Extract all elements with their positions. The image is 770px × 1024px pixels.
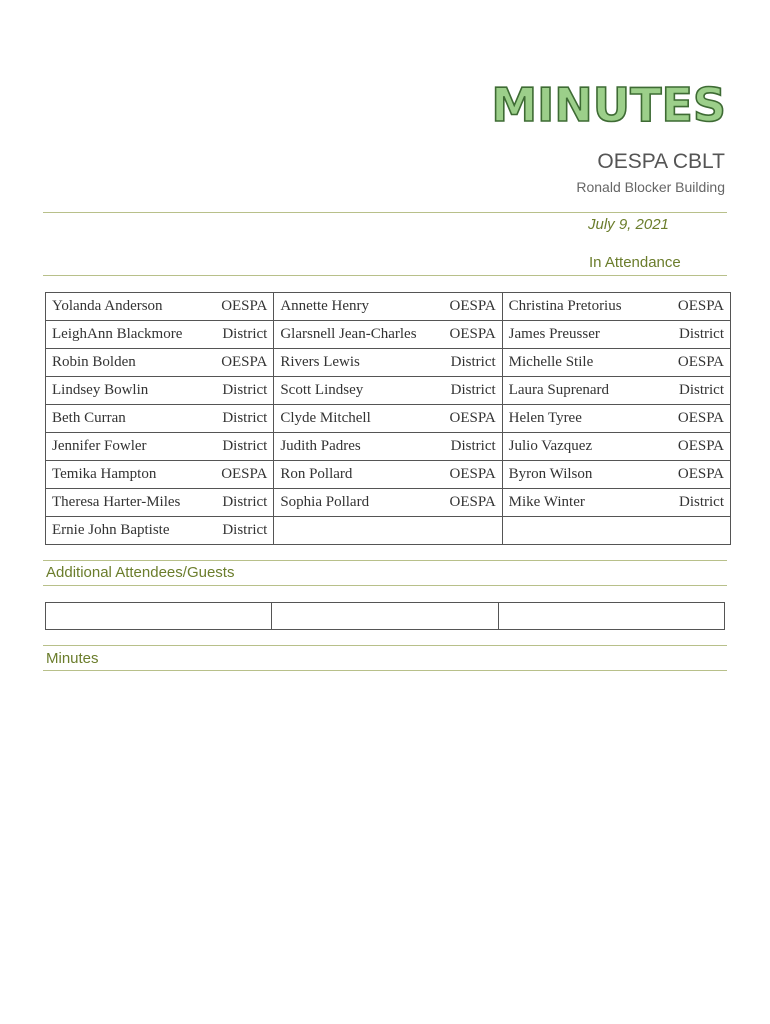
attendee-role: OESPA — [449, 466, 496, 482]
attendee-cell — [502, 349, 730, 377]
attendee-role: District — [450, 382, 496, 398]
attendee-cell — [46, 489, 274, 517]
attendee-role: OESPA — [449, 410, 496, 426]
attendee-name: Scott Lindsey — [280, 382, 364, 398]
attendee-role: District — [222, 326, 268, 342]
attendee-name: Sophia Pollard — [280, 494, 370, 510]
attendee-cell — [274, 433, 502, 461]
attendee-name: Mike Winter — [508, 494, 585, 510]
attendee-name: Glarsnell Jean-Charles — [280, 326, 417, 342]
attendee-cell — [46, 461, 274, 489]
attendance-row — [46, 321, 731, 349]
attendee-name: Clyde Mitchell — [280, 410, 371, 426]
guests-table — [45, 602, 725, 630]
attendee-name: Lindsey Bowlin — [52, 382, 149, 398]
attendee-role: OESPA — [221, 354, 268, 370]
attendee-role: OESPA — [677, 466, 724, 482]
attendee-role: OESPA — [677, 354, 724, 370]
attendee-name: Ron Pollard — [280, 466, 353, 482]
attendee-cell — [502, 321, 730, 349]
document-title: MINUTES — [491, 78, 726, 132]
attendee-name: Byron Wilson — [508, 466, 593, 482]
attendee-name: Temika Hampton — [52, 466, 157, 482]
attendee-name: Christina Pretorius — [508, 298, 622, 314]
attendee-role: District — [679, 494, 724, 510]
attendee-cell — [502, 405, 730, 433]
attendee-cell — [46, 433, 274, 461]
attendee-cell — [46, 405, 274, 433]
attendee-cell — [46, 349, 274, 377]
guest-cell[interactable] — [498, 603, 724, 630]
meeting-date: July 9, 2021 — [588, 216, 669, 233]
meeting-location: Ronald Blocker Building — [576, 179, 725, 195]
attendee-name: James Preusser — [508, 326, 600, 342]
attendance-row — [46, 433, 731, 461]
attendee-cell — [46, 377, 274, 405]
attendee-role: District — [679, 382, 724, 398]
guests-heading: Additional Attendees/Guests — [46, 564, 235, 581]
attendee-role: District — [222, 522, 268, 538]
minutes-heading: Minutes — [46, 650, 99, 667]
attendee-role: District — [222, 438, 268, 454]
attendee-role: District — [222, 410, 268, 426]
attendee-name: Julio Vazquez — [508, 438, 593, 454]
attendee-name: Ernie John Baptiste — [52, 522, 170, 538]
attendee-cell — [46, 293, 274, 321]
divider — [43, 585, 727, 586]
attendee-cell — [502, 433, 730, 461]
attendance-row — [46, 489, 731, 517]
attendee-role: OESPA — [449, 298, 496, 314]
attendee-role: OESPA — [221, 298, 268, 314]
attendee-cell — [274, 517, 502, 545]
attendee-cell — [274, 349, 502, 377]
attendee-cell — [502, 293, 730, 321]
attendee-role: District — [679, 326, 724, 342]
attendance-row — [46, 517, 731, 545]
attendance-row — [46, 349, 731, 377]
attendee-cell — [502, 377, 730, 405]
attendance-table — [45, 292, 731, 545]
attendee-role: OESPA — [449, 494, 496, 510]
attendee-cell — [274, 377, 502, 405]
attendee-name: LeighAnn Blackmore — [52, 326, 183, 342]
guest-cell[interactable] — [272, 603, 498, 630]
attendee-name: Yolanda Anderson — [52, 298, 163, 314]
attendance-row — [46, 461, 731, 489]
divider — [43, 560, 727, 561]
attendee-name: Rivers Lewis — [280, 354, 360, 370]
attendance-row — [46, 293, 731, 321]
divider — [43, 645, 727, 646]
attendee-name: Beth Curran — [52, 410, 126, 426]
attendance-row — [46, 377, 731, 405]
attendee-cell — [274, 321, 502, 349]
attendee-cell — [46, 321, 274, 349]
attendee-name: Laura Suprenard — [508, 382, 610, 398]
attendance-row — [46, 405, 731, 433]
attendee-name: Annette Henry — [280, 298, 370, 314]
attendee-name: Robin Bolden — [52, 354, 136, 370]
attendee-name: Jennifer Fowler — [52, 438, 147, 454]
attendee-role: OESPA — [677, 410, 724, 426]
attendee-cell — [274, 461, 502, 489]
attendee-name: Judith Padres — [280, 438, 361, 454]
attendee-cell — [502, 461, 730, 489]
attendee-cell — [502, 489, 730, 517]
divider — [43, 212, 727, 213]
attendee-role: OESPA — [449, 326, 496, 342]
attendee-cell — [274, 293, 502, 321]
attendee-role: District — [450, 354, 496, 370]
attendee-name: Theresa Harter-Miles — [52, 494, 181, 510]
attendance-heading: In Attendance — [589, 254, 681, 271]
organization-name: OESPA CBLT — [597, 150, 725, 173]
attendee-role: OESPA — [677, 298, 724, 314]
divider — [43, 275, 727, 276]
attendee-cell — [274, 489, 502, 517]
attendee-role: District — [450, 438, 496, 454]
attendee-cell — [502, 517, 730, 545]
attendee-name: Michelle Stile — [508, 354, 594, 370]
attendee-role: District — [222, 382, 268, 398]
attendee-cell — [274, 405, 502, 433]
attendee-role: OESPA — [677, 438, 724, 454]
guest-cell[interactable] — [46, 603, 272, 630]
attendee-cell — [46, 517, 274, 545]
attendee-role: OESPA — [221, 466, 268, 482]
attendee-role: District — [222, 494, 268, 510]
attendee-name: Helen Tyree — [508, 410, 582, 426]
divider — [43, 670, 727, 671]
